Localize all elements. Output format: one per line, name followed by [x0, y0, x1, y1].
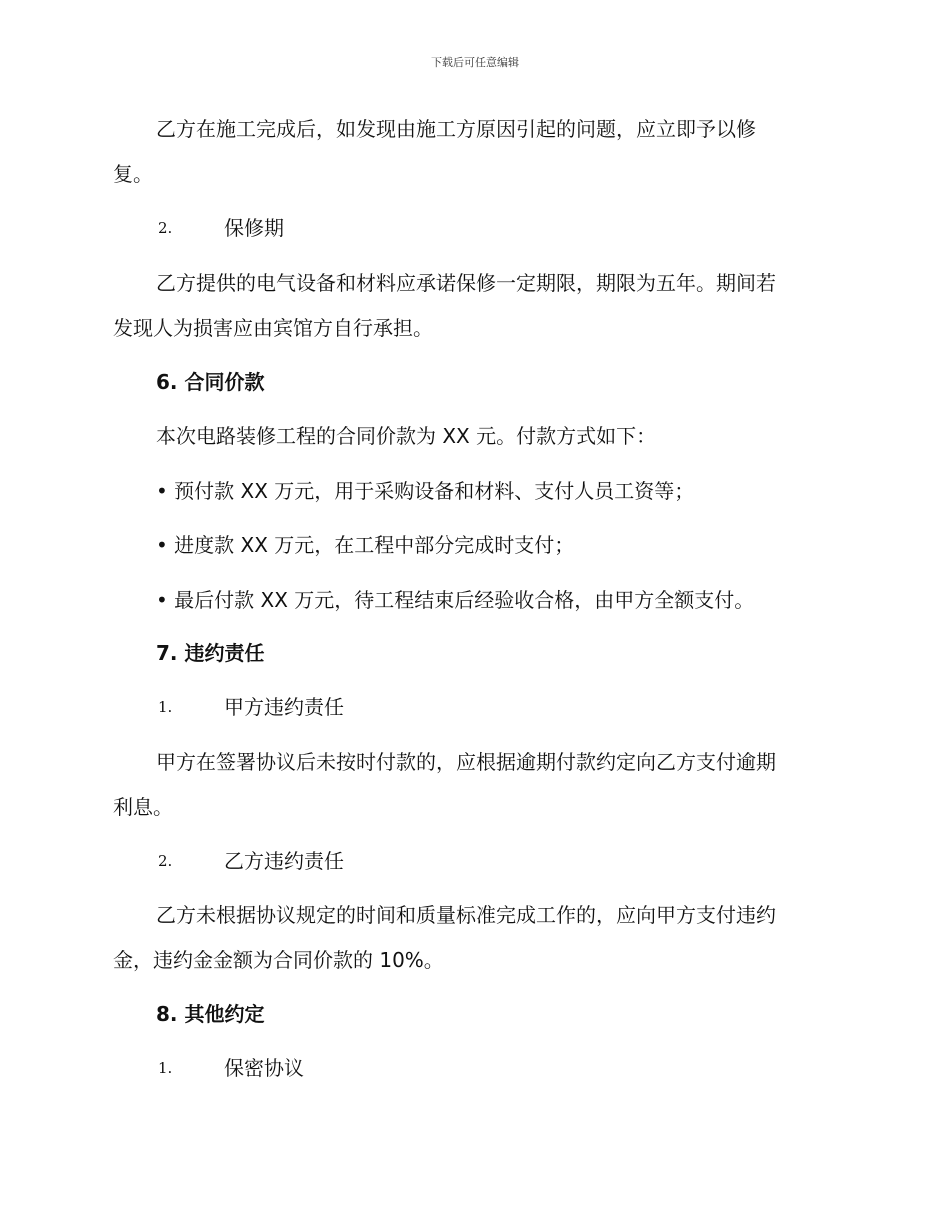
paragraph-line: 利息。: [113, 795, 173, 819]
page-header: 下载后可任意编辑: [431, 56, 519, 69]
list-item-title: 乙方违约责任: [224, 849, 344, 873]
list-item-number: 2.: [158, 219, 173, 237]
bullet-item: • 进度款 XX 万元，在工程中部分完成时支付；: [156, 533, 575, 557]
paragraph-line: 发现人为损害应由宾馆方自行承担。: [113, 316, 433, 340]
paragraph-line: 乙方在施工完成后，如发现由施工方原因引起的问题，应立即予以修: [156, 117, 756, 141]
list-item-number: 1.: [158, 1059, 173, 1077]
paragraph-line: 金，违约金金额为合同价款的 10%。: [113, 948, 444, 972]
list-item-number: 1.: [158, 698, 173, 716]
section-heading: 7. 违约责任: [156, 641, 265, 665]
paragraph-line: 乙方提供的电气设备和材料应承诺保修一定期限，期限为五年。期间若: [156, 271, 776, 295]
list-item-number: 2.: [158, 852, 173, 870]
list-item-title: 保修期: [224, 216, 284, 240]
list-item-title: 保密协议: [224, 1056, 304, 1080]
bullet-item: • 预付款 XX 万元，用于采购设备和材料、支付人员工资等；: [156, 479, 695, 503]
list-item-title: 甲方违约责任: [224, 695, 344, 719]
paragraph-line: 甲方在签署协议后未按时付款的，应根据逾期付款约定向乙方支付逾期: [156, 750, 776, 774]
section-heading: 8. 其他约定: [156, 1002, 265, 1026]
paragraph-line: 乙方未根据协议规定的时间和质量标准完成工作的，应向甲方支付违约: [156, 903, 776, 927]
section-heading: 6. 合同价款: [156, 370, 265, 394]
paragraph-line: 本次电路装修工程的合同价款为 XX 元。付款方式如下：: [156, 424, 657, 448]
paragraph-line: 复。: [113, 162, 153, 186]
bullet-item: • 最后付款 XX 万元，待工程结束后经验收合格，由甲方全额支付。: [156, 588, 755, 612]
